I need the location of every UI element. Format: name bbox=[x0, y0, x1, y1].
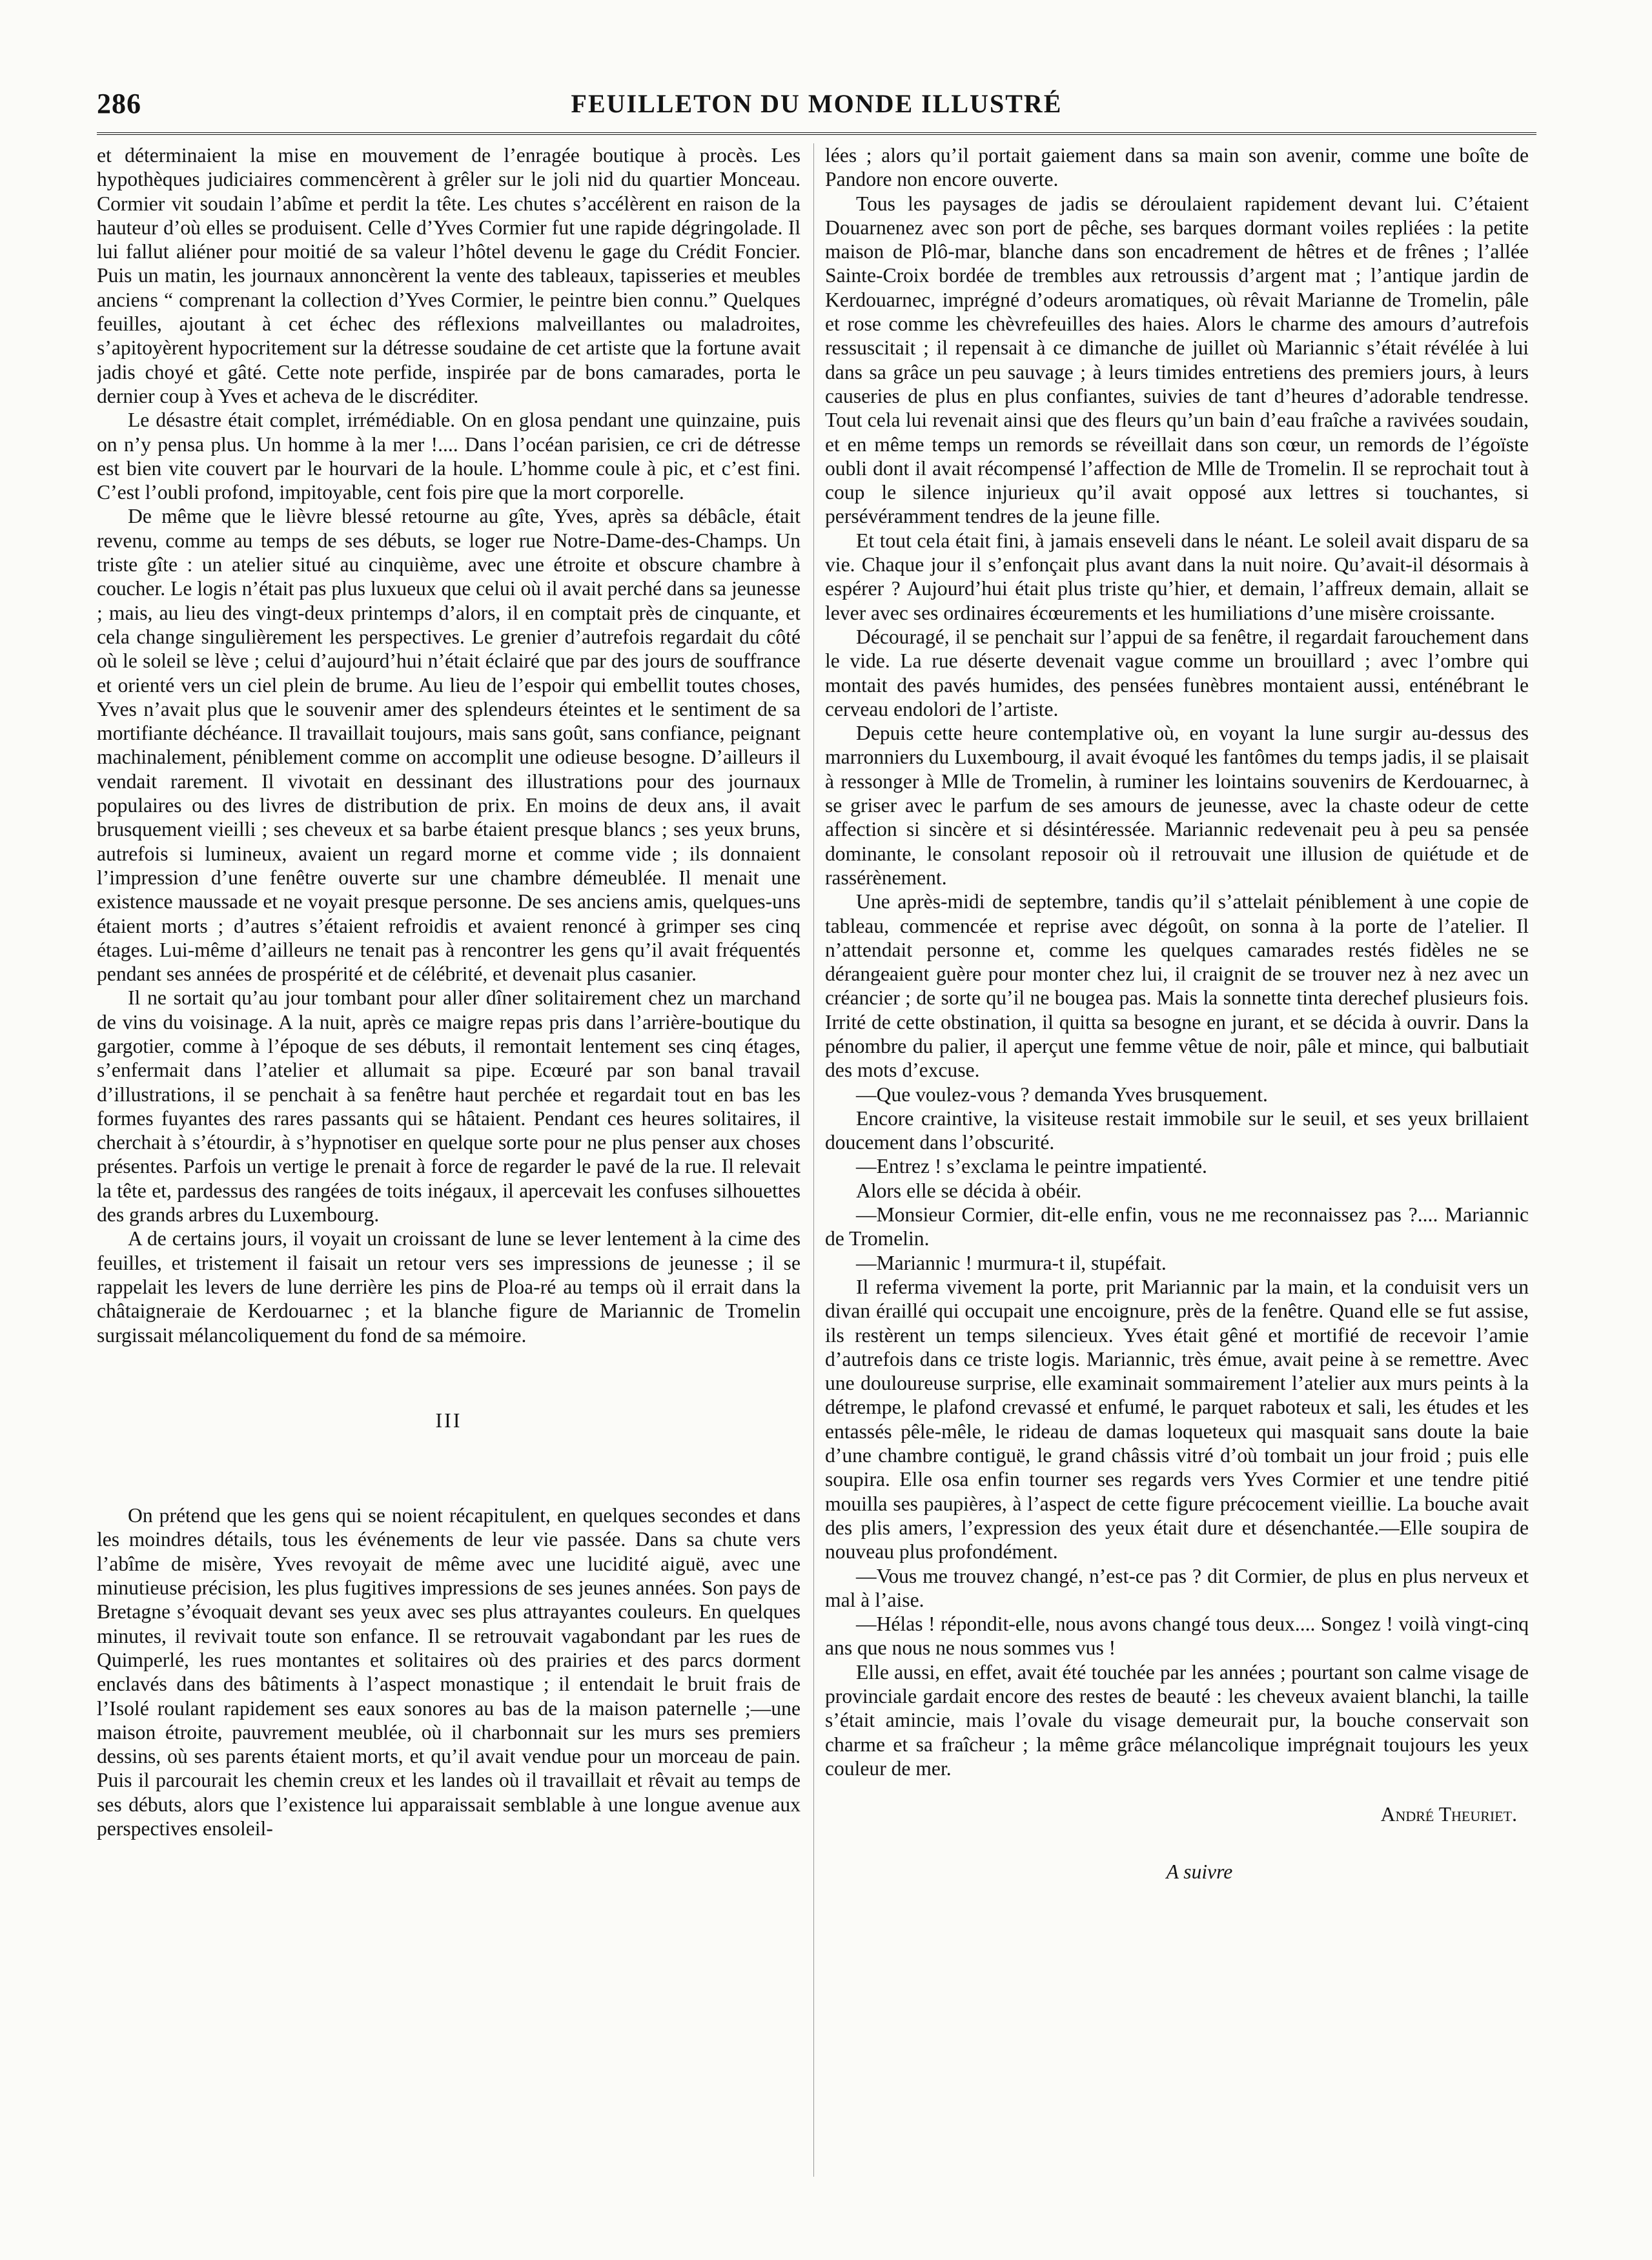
paragraph: Il ne sortait qu’au jour tombant pour aller dîner solitairement chez un marchand de vins du voisinage. A la nuit, après ce maigre repas pris dans l’arrière-boutique du gargotier, comme à l’époque de ses débuts, il remontait lentement ses cinq étages, s’enfermait dans l’atelier et allumait sa pipe. Ecœuré par son banal travail d’illustrations, il se penchait à sa fenêtre haut perchée et regardait tout en bas les formes fuyantes des rares passants qui se hâtaient. Pendant ces heures solitaires, il cherchait à s’étourdir, à s’hypnotiser en quelque sorte pour ne plus penser aux choses présentes. Parfois un vertige le prenait à force de regarder le pavé de la rue. Il relevait la tête et, pardessus des rangées de toits inégaux, il apercevait les confuses silhouettes des grands arbres du Luxembourg. bbox=[97, 986, 801, 1227]
paragraph: Elle aussi, en effet, avait été touchée par les années ; pourtant son calme visage de provinciale gardait encore des restes de beauté : les cheveux avaient blanchi, la taille s’était amincie, mais l’ovale du visage demeurait pur, la bouche conservait son charme et sa fraîcheur ; la même grâce mélancolique imprégnait toujours les yeux couleur de mer. bbox=[825, 1660, 1529, 1780]
running-title: FEUILLETON DU MONDE ILLUSTRÉ bbox=[571, 89, 1063, 118]
to-be-continued: A suivre bbox=[1166, 1860, 1233, 1884]
dialogue-line: —Mariannic ! murmura-t il, stupéfait. bbox=[856, 1251, 1167, 1274]
paragraph: lées ; alors qu’il portait gaiement dans sa main son avenir, comme une boîte de Pandore non encore ouverte. bbox=[825, 144, 1529, 191]
left-column bbox=[97, 143, 801, 2177]
page-header bbox=[97, 87, 1536, 132]
paragraph: On prétend que les gens qui se noient récapitulent, en quelques secondes et dans les moindres détails, tous les événements de leur vie passée. Dans sa chute vers l’abîme de misère, Yves revoyait de même avec une lucidité aiguë, avec une minutieuse précision, les plus fugitives impressions de ses jeunes années. Son pays de Bretagne s’évoquait devant ses yeux avec ses plus attrayantes couleurs. En quelques minutes, il revivait toute son enfance. Il se retrouvait vagabondant par les rues de Quimperlé, les rues montantes et solitaires où des prairies et des parcs dorment enclavés dans des bâtiments à l’aspect monastique ; il entendait le bruit frais de l’Isolé roulant rapidement ses eaux sonores au bas de la maison paternelle ;—une maison étroite, pauvrement meublée, où il charbonnait sur les murs ses premiers dessins, où ses parents étaient morts, et qu’il avait vendue pour un morceau de pain. Puis il parcourait les chemin creux et les landes où il travaillait et rêvait au temps de ses débuts, alors que l’existence lui apparaissait semblable à une longue avenue aux perspectives ensoleil- bbox=[97, 1504, 801, 1840]
paragraph: A de certains jours, il voyait un croissant de lune se lever lentement à la cime des feuilles, et tristement il faisait un retour vers ses impressions de jeunesse ; il se rappelait les levers de lune derrière les pins de Ploa-ré au temps où il errait dans la châtaigneraie de Kerdouarnec ; et la blanche figure de Mariannic de Tromelin surgissait mélancoliquement du fond de sa mémoire. bbox=[97, 1227, 801, 1347]
paragraph: De même que le lièvre blessé retourne au gîte, Yves, après sa débâcle, était revenu, comme au temps de ses débuts, se loger rue Notre-Dame-des-Champs. Un triste gîte : un atelier situé au cinquième, avec une étroite et obscure chambre à coucher. Le logis n’était pas plus luxueux que celui où il avait perché dans sa jeunesse ; mais, au lieu des vingt-deux printemps d’alors, il en comptait près de cinquante, et cela change singulièrement les perspectives. Le grenier d’autrefois regardait du côté où le soleil se lève ; celui d’aujourd’hui n’était éclairé que par des jours de souffrance et orienté vers un ciel plein de brume. Au lieu de l’espoir qui embellit toutes choses, Yves n’avait plus que le souvenir amer des splendeurs éteintes et le sentiment de sa mortifiante déchéance. Il travaillait toujours, mais sans goût, sans confiance, peignant machinalement, péniblement comme on accomplit une odieuse besogne. D’ailleurs il vendait rarement. Il vivotait en dessinant des illustrations pour des journaux populaires ou des livres de distribution de prix. En moins de deux ans, il avait brusquement vieilli ; ses cheveux et sa barbe étaient presque blancs ; ses yeux bruns, autrefois si lumineux, avaient un regard morne et comme vide ; ils donnaient l’impression d’une fenêtre ouverte sur une chambre démeublée. Il menait une existence maussade et ne voyait presque personne. De ses anciens amis, quelques-uns étaient morts ; d’autres s’étaient refroidis et avaient renoncé à grimper ses cinq étages. Lui-même d’ailleurs ne tenait pas à rencontrer les gens qu’il avait fréquentés pendant ses années de prospérité et de célébrité, et devenait plus casanier. bbox=[97, 505, 801, 986]
dialogue-line: —Que voulez-vous ? demanda Yves brusquement. bbox=[856, 1083, 1268, 1106]
paragraph: Découragé, il se penchait sur l’appui de sa fenêtre, il regardait farouchement dans le vide. La rue déserte devenait vague comme un brouillard ; avec l’ombre qui montait des pavés humides, des pensées funèbres montaient aussi, enténébrant le cerveau endolori de l’artiste. bbox=[825, 625, 1529, 720]
paragraph: Et tout cela était fini, à jamais enseveli dans le néant. Le soleil avait disparu de sa vie. Chaque jour il s’enfonçait plus avant dans la nuit noire. Qu’avait-il désormais à espérer ? Aujourd’hui était plus triste qu’hier, et demain, l’affreux demain, allait se lever avec ses ordinaires écœurements et les humiliations d’une misère croissante. bbox=[825, 529, 1529, 624]
dialogue-line: —Hélas ! répondit-elle, nous avons changé tous deux.... Songez ! voilà vingt-cinq ans que nous ne nous sommes vus ! bbox=[825, 1613, 1529, 1660]
column-divider bbox=[813, 143, 814, 2177]
dialogue-line: —Vous me trouvez changé, n’est-ce pas ? dit Cormier, de plus en plus nerveux et mal à l’aise. bbox=[825, 1564, 1529, 1611]
paragraph: Encore craintive, la visiteuse restait immobile sur le seuil, et ses yeux brillaient doucement dans l’obscurité. bbox=[825, 1106, 1529, 1154]
paragraph: Tous les paysages de jadis se déroulaient rapidement devant lui. C’étaient Douarnenez avec son port de pêche, ses barques dormant voiles repliées : la petite maison de Plô-mar, blanche dans son encadrement de hêtres et de frênes ; l’allée Sainte-Croix bordée de trembles aux retroussis d’argent mat ; l’antique jardin de Kerdouarnec, imprégné d’odeurs aromatiques, où rêvait Marianne de Tromelin, pâle et rose comme les chèvrefeuilles des haies. Alors le charme des amours d’autrefois ressuscitait ; il repensait à ce dimanche de juillet où Mariannic s’était révélée à lui dans sa grâce un peu sauvage ; à leurs timides entretiens des premiers jours, à leurs causeries de plus en plus confiantes, suivies de tant d’heures d’adorable tendresse. Tout cela lui revenait ainsi que des fleurs qu’un bain d’eau fraîche a ravivées soudain, et en même temps un remords se réveillait dans son cœur, un remords de l’égoïste oubli dont il avait récompensé l’affection de Mlle de Tromelin. Il se reprochait tout à coup le silence injurieux qu’il avait opposé aux lettres si touchantes, si persévéramment tendres de la jeune fille. bbox=[825, 192, 1529, 528]
right-column bbox=[825, 143, 1529, 2177]
dialogue-line: —Monsieur Cormier, dit-elle enfin, vous ne me reconnaissez pas ?.... Mariannic de Tromelin. bbox=[825, 1203, 1529, 1250]
paragraph: Il referma vivement la porte, prit Mariannic par la main, et la conduisit vers un divan éraillé qui occupait une encoignure, près de la fenêtre. Quand elle se fut assise, ils restèrent un temps silencieux. Yves était gêné et mortifié de recevoir l’amie d’autrefois dans ce triste logis. Mariannic, très émue, avait peine à se remettre. Avec une douloureuse surprise, elle examinait sommairement l’atelier aux murs peints à la détrempe, le plafond crevassé et enfumé, le parquet raboteux et sali, les études et les entassés pêle-mêle, le rideau de damas loqueteux qui masquait sans doute la baie d’une chambre contiguë, le grand châssis vitré d’où tombait un jour froid ; puis elle soupira. Elle osa enfin tourner ses regards vers Yves Cormier et une tendre pitié mouilla ses paupières, à l’aspect de cette figure précocement vieillie. La bouche avait des plis amers, l’expression des yeux était dure et désenchantée.—Elle soupira de nouveau plus profondément. bbox=[825, 1275, 1529, 1563]
author-signature: André Theuriet. bbox=[1380, 1803, 1517, 1826]
section-heading: III bbox=[435, 1408, 462, 1432]
paragraph: Alors elle se décida à obéir. bbox=[856, 1179, 1082, 1202]
header-rule bbox=[97, 132, 1536, 135]
paragraph: et déterminaient la mise en mouvement de l’enragée boutique à procès. Les hypothèques judiciaires commencèrent à grêler sur le joli nid du quartier Monceau. Cormier vit soudain l’abîme et perdit la tête. Les chutes s’accélèrent en raison de la hauteur d’où elles se produisent. Celle d’Yves Cormier fut une rapide dégringolade. Il lui fallut aliéner pour moitié de sa valeur l’hôtel devenu le gage du Crédit Foncier. Puis un matin, les journaux annoncèrent la vente des tableaux, tapisseries et meubles anciens “ comprenant la collection d’Yves Cormier, le peintre bien connu.” Quelques feuilles, ajoutant à cet échec des réflexions malveillantes ou maladroites, s’apitoyèrent hypocritement sur la détresse soudaine de cet artiste que la fortune avait jadis choyé et gâté. Cette note perfide, inspirée par de bons camarades, porta le dernier coup à Yves et acheva de le discréditer. bbox=[97, 144, 801, 407]
paragraph: Depuis cette heure contemplative où, en voyant la lune surgir au-dessus des marronniers du Luxembourg, il avait évoqué les fantômes du temps jadis, il se plaisait à ressonger à Mlle de Tromelin, à ruminer les lointains souvenirs de Kerdouarnec, à se griser avec le parfum de ses amours de jeunesse, avec la chaste odeur de cette affection si sincère et si désintéressée. Mariannic redevenait peu à peu sa pensée dominante, le consolant reposoir où il retrouvait une illusion de quiétude et de rassérènement. bbox=[825, 722, 1529, 889]
paragraph: Une après-midi de septembre, tandis qu’il s’attelait péniblement à une copie de tableau, commencée et reprise avec dégoût, on sonna à la porte de l’atelier. Il n’attendait personne et, comme les quelques camarades restés fidèles ne se dérangeaient guère pour monter chez lui, il craignit de se trouver nez à nez avec un créancier ; de sorte qu’il ne bougea pas. Mais la sonnette tinta derechef plusieurs fois. Irrité de cette obstination, il quitta sa besogne en jurant, et se décida à ouvrir. Dans la pénombre du palier, il aperçut une femme vêtue de noir, pâle et mince, qui balbutiait des mots d’excuse. bbox=[825, 890, 1529, 1082]
dialogue-line: —Entrez ! s’exclama le peintre impatienté. bbox=[856, 1155, 1207, 1178]
page-number: 286 bbox=[97, 88, 141, 119]
paragraph: Le désastre était complet, irrémédiable. On en glosa pendant une quinzaine, puis on n’y pensa plus. Un homme à la mer !.... Dans l’océan parisien, ce cri de détresse est bien vite couvert par le hourvari de la houle. L’homme coule à pic, et c’est fini. C’est l’oubli profond, impitoyable, cent fois pire que la mort corporelle. bbox=[97, 409, 801, 504]
